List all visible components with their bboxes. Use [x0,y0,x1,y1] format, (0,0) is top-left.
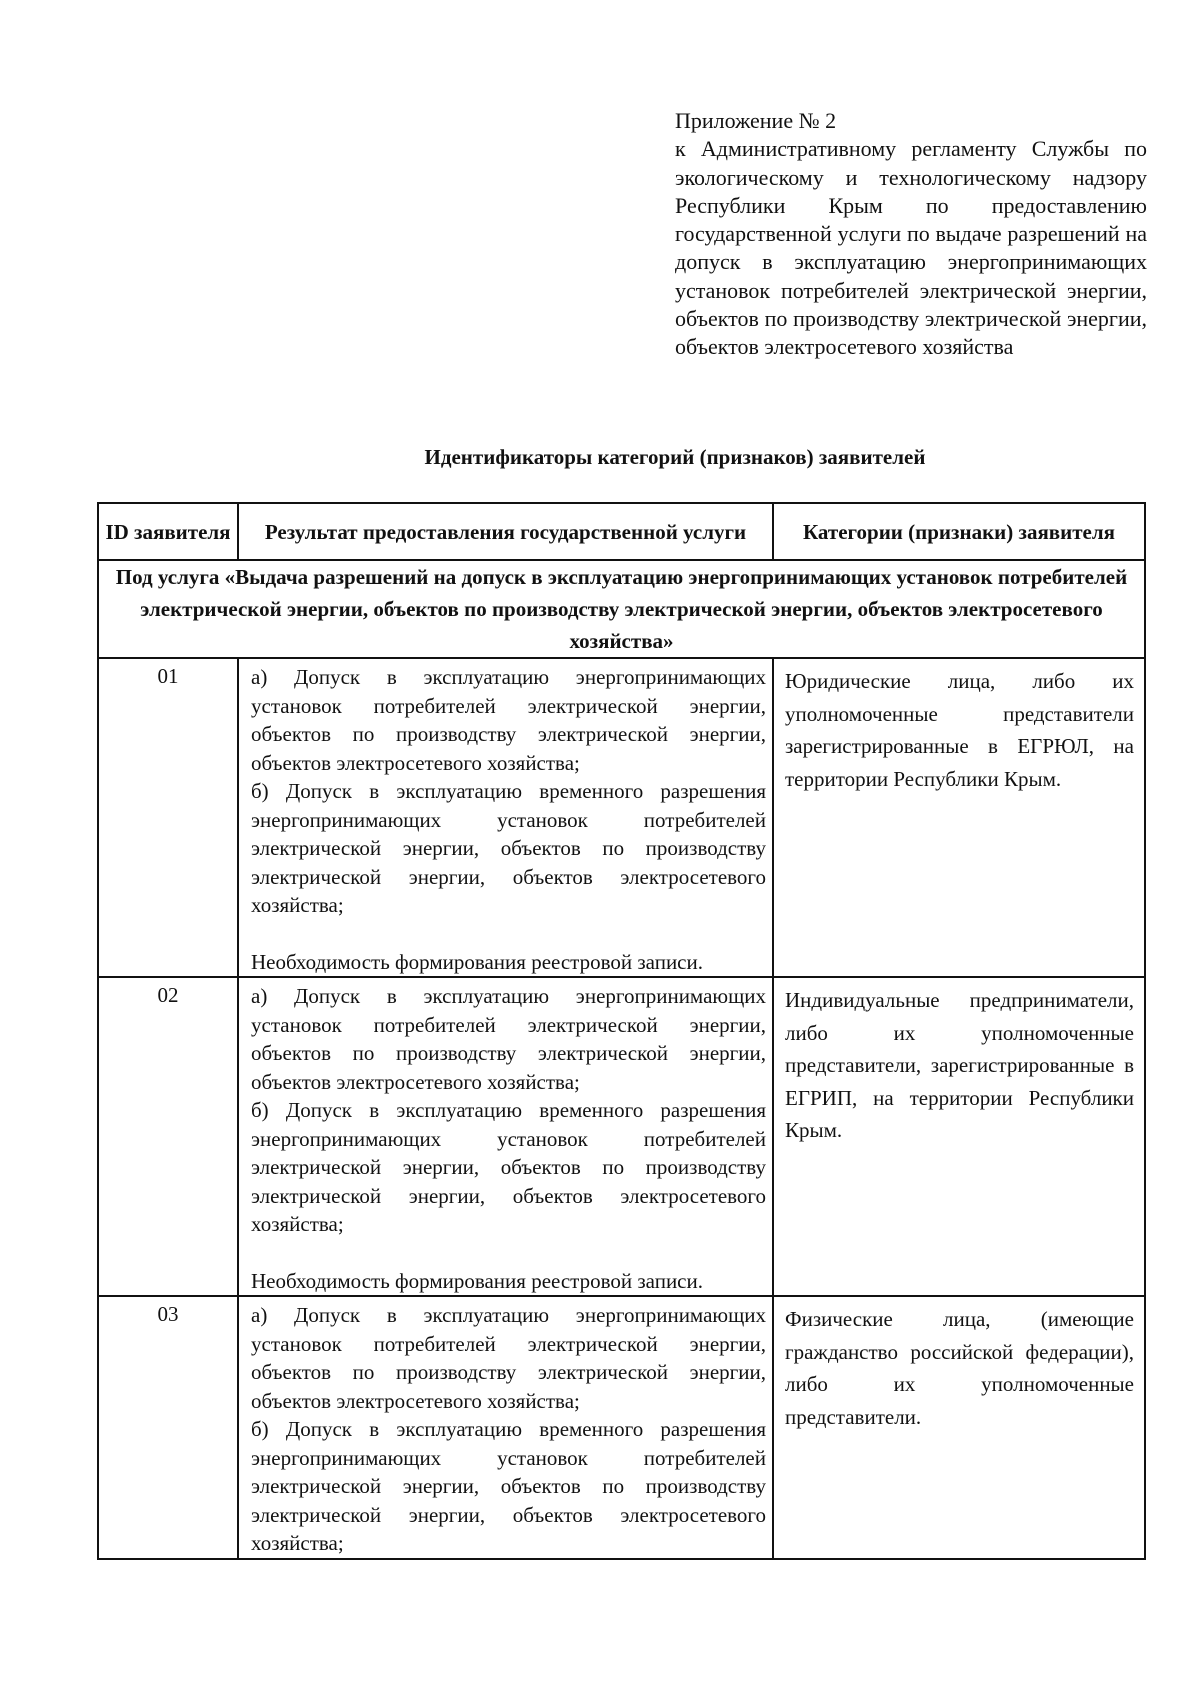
applicant-ids-table [97,502,1146,1560]
category-text: Физические лица, (имеющие гражданство российской федерации), либо их уполномоченные представители. [785,1307,1134,1429]
result-item-b: б) Допуск в эксплуатацию временного разрешения энергопринимающих установок потребителей электрической энергии, объектов по производству электрической энергии, объектов электросетевого хозяйства; [251,779,766,917]
result-item-b: б) Допуск в эксплуатацию временного разрешения энергопринимающих установок потребителей электрической энергии, объектов по производству электрической энергии, объектов электросетевого хозяйства; [251,1417,766,1555]
row-id: 03 [98,1296,238,1559]
row-result [238,1296,773,1559]
row-category [773,1296,1145,1559]
row-category [773,977,1145,1296]
header-result: Результат предоставления государственной услуги [238,503,773,560]
appendix-block [675,107,1147,362]
result-item-b: б) Допуск в эксплуатацию временного разрешения энергопринимающих установок потребителей электрической энергии, объектов по производству электрической энергии, объектов электросетевого хозяйства; [251,1098,766,1236]
row-category [773,658,1145,977]
table-row [98,658,1145,977]
result-item-a: а) Допуск в эксплуатацию энергопринимающих установок потребителей электрической энергии, объектов по производству электрической энергии, объектов электросетевого хозяйства; [251,665,766,775]
subservice-row [98,560,1145,658]
table-header-row [98,503,1145,560]
table-row [98,1296,1145,1559]
row-result [238,658,773,977]
header-category: Категории (признаки) заявителя [773,503,1145,560]
document-title: Идентификаторы категорий (признаков) заявителей [424,445,926,469]
result-item-a: а) Допуск в эксплуатацию энергопринимающих установок потребителей электрической энергии, объектов по производству электрической энергии, объектов электросетевого хозяйства; [251,1303,766,1413]
header-id: ID заявителя [98,503,238,560]
table-row [98,977,1145,1296]
result-note: Необходимость формирования реестровой записи. [251,949,703,974]
category-text: Юридические лица, либо их уполномоченные представители зарегистрированные в ЕГРЮЛ, на территории Республики Крым. [785,669,1134,791]
row-id: 02 [98,977,238,1296]
appendix-number: Приложение № 2 [675,108,837,133]
result-item-a: а) Допуск в эксплуатацию энергопринимающих установок потребителей электрической энергии, объектов по производству электрической энергии, объектов электросетевого хозяйства; [251,984,766,1094]
row-result [238,977,773,1296]
row-id: 01 [98,658,238,977]
category-text: Индивидуальные предприниматели, либо их уполномоченные представители, зарегистрированные в ЕГРИП, на территории Республики Крым. [785,988,1134,1142]
result-note: Необходимость формирования реестровой записи. [251,1268,703,1293]
appendix-text: к Административному регламенту Службы по экологическому и технологическому надзору Республики Крым по предоставлению государственной услуги по выдаче разрешений на допуск в эксплуатацию энергопринимающих установок потребителей электрической энергии, объектов по производству электрической энергии, объектов электросетевого хозяйства [675,136,1147,360]
subservice-title: Под услуга «Выдача разрешений на допуск в эксплуатацию энергопринимающих установок потребителей электрической энергии, объектов по производству электрической энергии, объектов электросетевого хозяйства» [98,560,1145,658]
